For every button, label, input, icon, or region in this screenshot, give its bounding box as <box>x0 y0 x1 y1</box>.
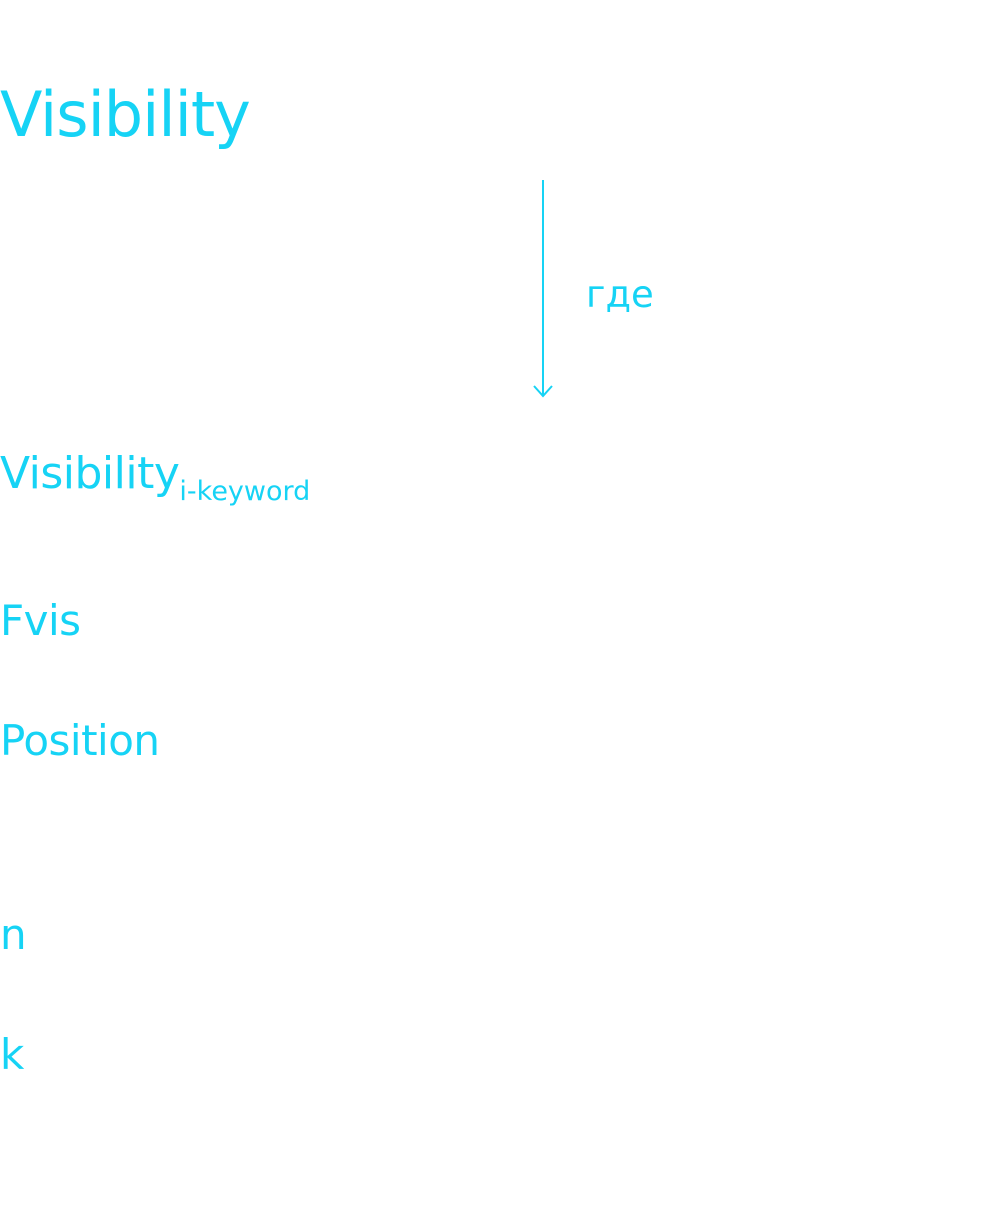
where-label: где <box>586 273 654 316</box>
variable-k: k <box>0 1030 25 1079</box>
page-title: Visibility <box>0 78 250 151</box>
arrow-down-icon <box>528 180 558 402</box>
formula-subscript: i-keyword <box>179 476 311 507</box>
formula-base: Visibility <box>0 448 180 499</box>
variable-position: Position <box>0 716 160 765</box>
variable-n: n <box>0 910 27 959</box>
visibility-formula <box>0 448 311 507</box>
variable-fvis: Fvis <box>0 596 81 645</box>
